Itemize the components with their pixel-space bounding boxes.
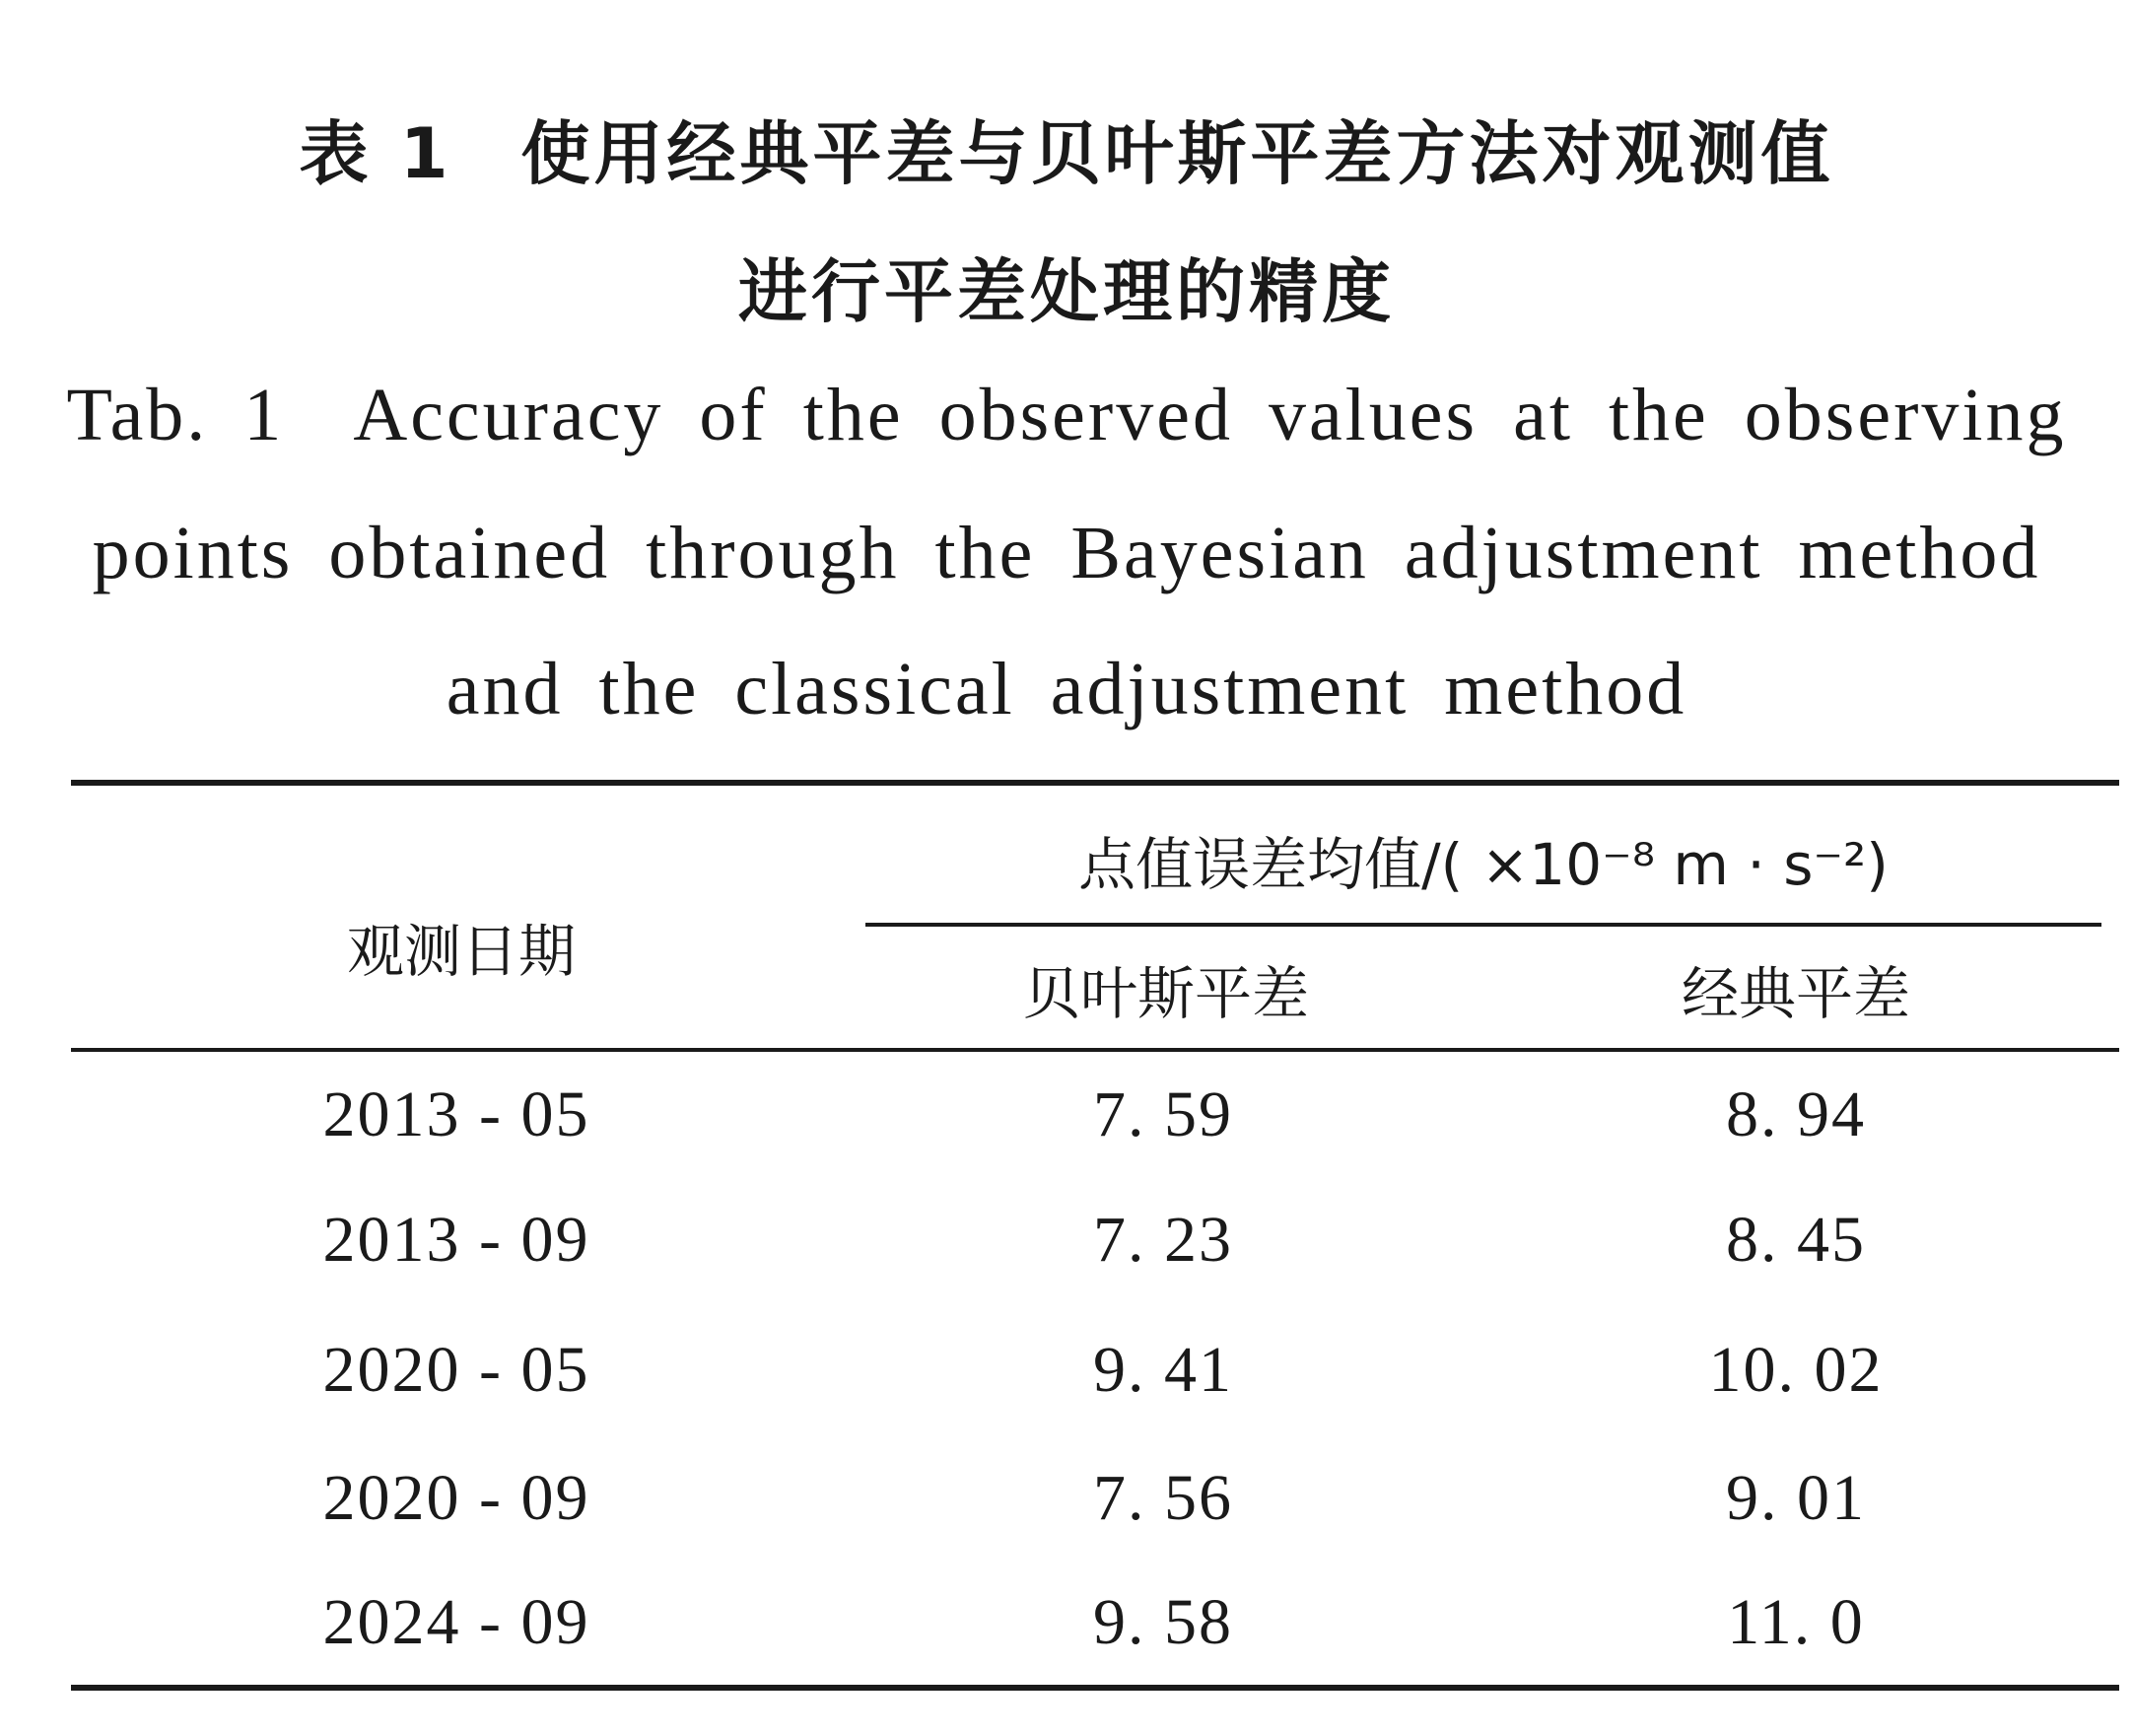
header-classic: 经典平差 (1681, 960, 1911, 1027)
cell-bayes-row2: 7. 23 (1093, 1204, 1233, 1276)
header-bayes: 贝叶斯平差 (1022, 960, 1310, 1027)
cell-classic-row1: 8. 94 (1726, 1078, 1866, 1150)
caption-cn-line1 (0, 99, 2133, 198)
cell-bayes-row4: 7. 56 (1093, 1462, 1233, 1534)
caption-cn-text1: 使用经典平差与贝叶斯平差方法对观测值 (520, 113, 1834, 194)
cell-classic-row3: 10. 02 (1708, 1334, 1884, 1406)
caption-en-text1: Accuracy of the observed values at the observing (353, 374, 2067, 456)
caption-cn-label: 表 1 (299, 113, 452, 194)
caption-en-line2: points obtained through the Bayesian adjustment method (92, 512, 2041, 594)
table-header-rule (71, 1048, 2119, 1052)
cell-classic-row2: 8. 45 (1726, 1204, 1866, 1276)
cell-date-row5: 2024 - 09 (322, 1586, 590, 1658)
caption-cn-line2: 进行平差处理的精度 (738, 251, 1395, 332)
caption-en-label: Tab. 1 (66, 374, 285, 456)
table-top-rule (71, 780, 2119, 786)
cell-bayes-row1: 7. 59 (1093, 1078, 1233, 1150)
cell-date-row3: 2020 - 05 (322, 1334, 590, 1406)
cell-date-row1: 2013 - 05 (322, 1078, 590, 1150)
table-bottom-rule (71, 1685, 2119, 1691)
cell-bayes-row3: 9. 41 (1093, 1334, 1233, 1406)
caption-en-line1 (0, 373, 2133, 458)
cell-date-row4: 2020 - 09 (322, 1462, 590, 1534)
cell-classic-row4: 9. 01 (1726, 1462, 1866, 1534)
cell-classic-row5: 11. 0 (1727, 1586, 1865, 1658)
header-date: 观测日期 (346, 918, 577, 985)
cell-date-row2: 2013 - 09 (322, 1204, 590, 1276)
cell-bayes-row5: 9. 58 (1093, 1586, 1233, 1658)
table-group-rule (865, 923, 2101, 927)
caption-en-line3: and the classical adjustment method (446, 648, 1687, 730)
header-group: 点值误差均值/( ×10⁻⁸ m · s⁻²) (1078, 831, 1889, 898)
